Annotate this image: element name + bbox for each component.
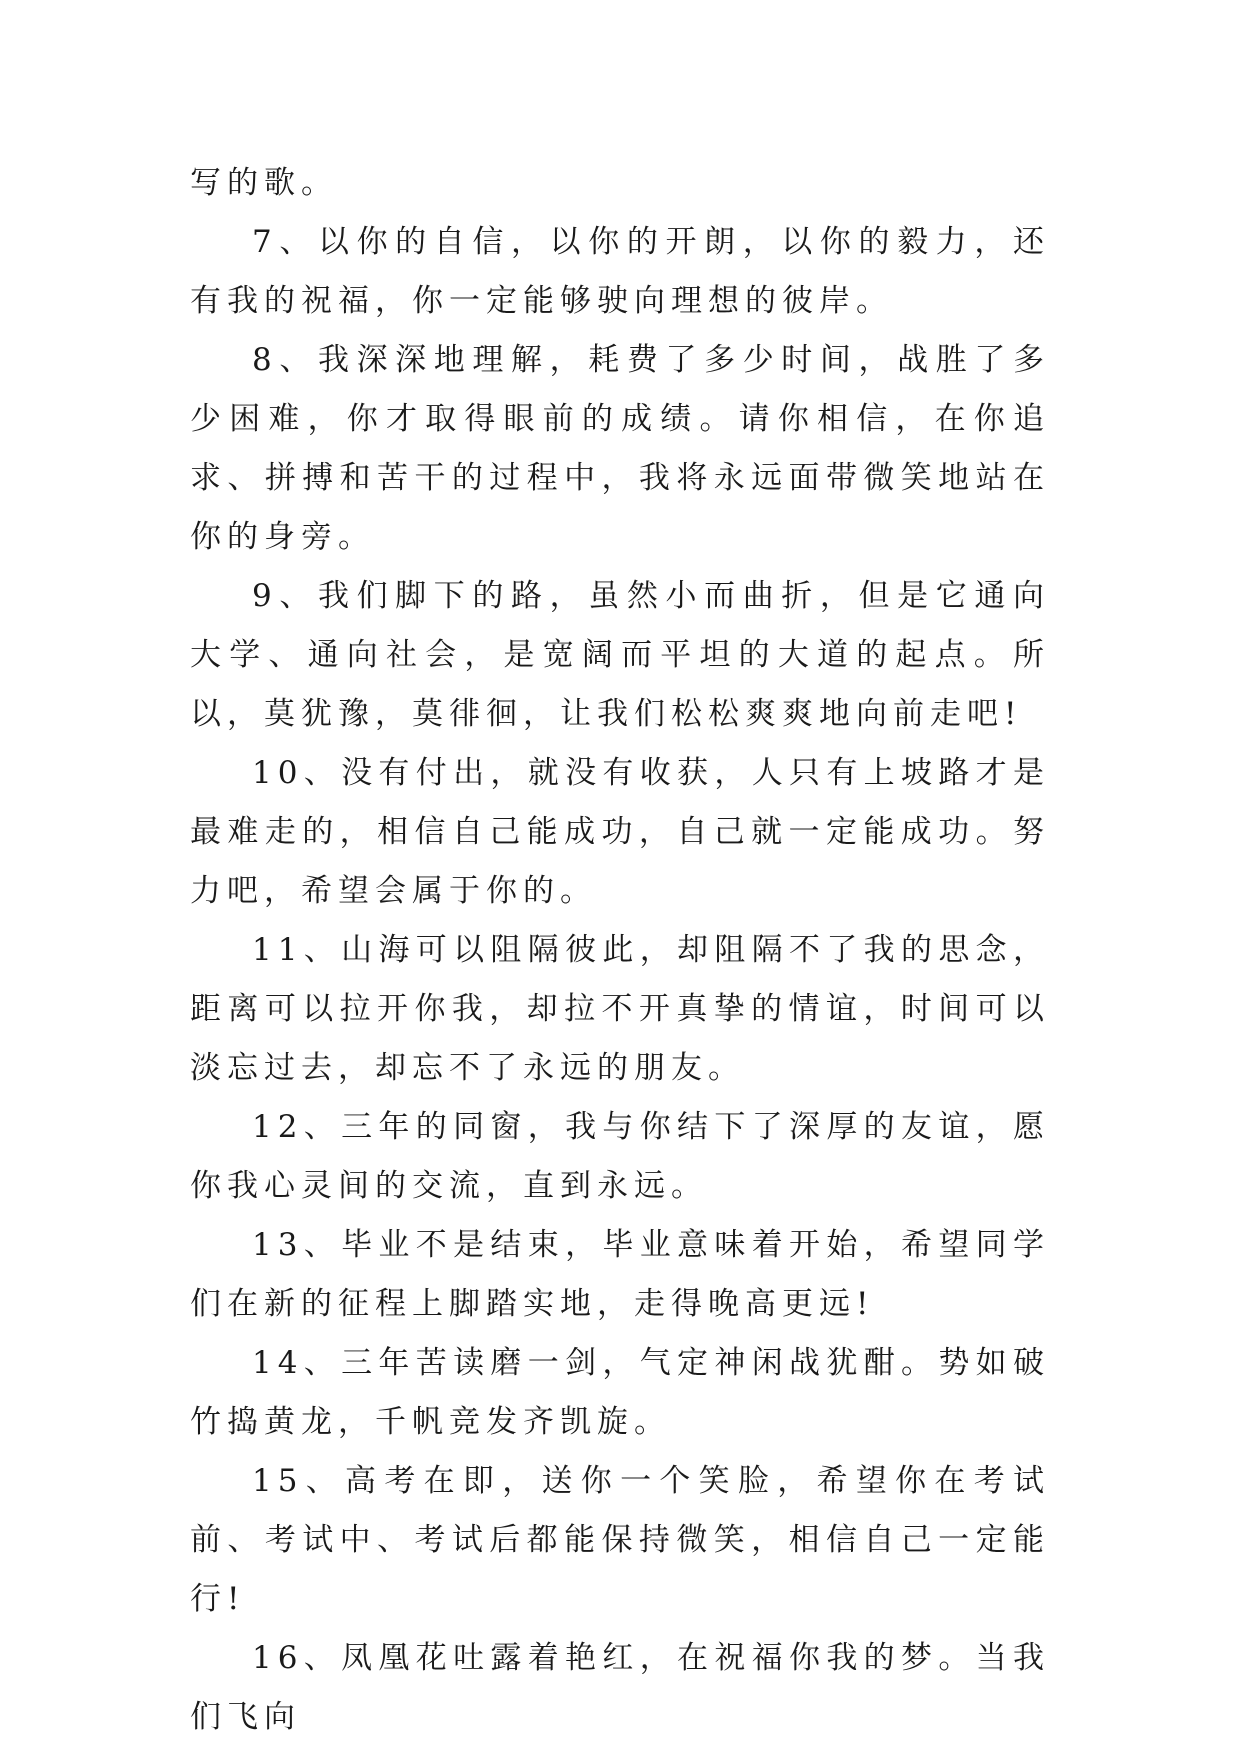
paragraph-item-7: 7、以你的自信，以你的开朗，以你的毅力，还有我的祝福，你一定能够驶向理想的彼岸。 bbox=[190, 224, 1050, 319]
paragraph-item-11: 11、山海可以阻隔彼此，却阻隔不了我的思念，距离可以拉开你我，却拉不开真挚的情谊，时间可以淡忘过去，却忘不了永远的朋友。 bbox=[190, 932, 1050, 1086]
document-body bbox=[190, 154, 1050, 1747]
paragraph-item-10: 10、没有付出，就没有收获，人只有上坡路才是最难走的，相信自己能成功，自己就一定能成功。努力吧，希望会属于你的。 bbox=[190, 755, 1050, 909]
paragraph-item-8: 8、我深深地理解，耗费了多少时间，战胜了多少困难，你才取得眼前的成绩。请你相信，在你追求、拼搏和苦干的过程中，我将永远面带微笑地站在你的身旁。 bbox=[190, 342, 1050, 555]
paragraph-item-12: 12、三年的同窗，我与你结下了深厚的友谊，愿你我心灵间的交流，直到永远。 bbox=[190, 1109, 1050, 1204]
paragraph-continuation: 写的歌。 bbox=[190, 165, 338, 201]
paragraph-item-14: 14、三年苦读磨一剑，气定神闲战犹酣。势如破竹捣黄龙，千帆竞发齐凯旋。 bbox=[190, 1345, 1050, 1440]
paragraph-item-16: 16、凤凰花吐露着艳红，在祝福你我的梦。当我们飞向 bbox=[190, 1640, 1050, 1735]
paragraph-item-15: 15、高考在即，送你一个笑脸，希望你在考试前、考试中、考试后都能保持微笑，相信自己一定能行! bbox=[190, 1463, 1050, 1617]
paragraph-item-9: 9、我们脚下的路，虽然小而曲折，但是它通向大学、通向社会，是宽阔而平坦的大道的起点。所以，莫犹豫，莫徘徊，让我们松松爽爽地向前走吧! bbox=[190, 578, 1050, 732]
paragraph-item-13: 13、毕业不是结束，毕业意味着开始，希望同学们在新的征程上脚踏实地，走得晚高更远! bbox=[190, 1227, 1050, 1322]
